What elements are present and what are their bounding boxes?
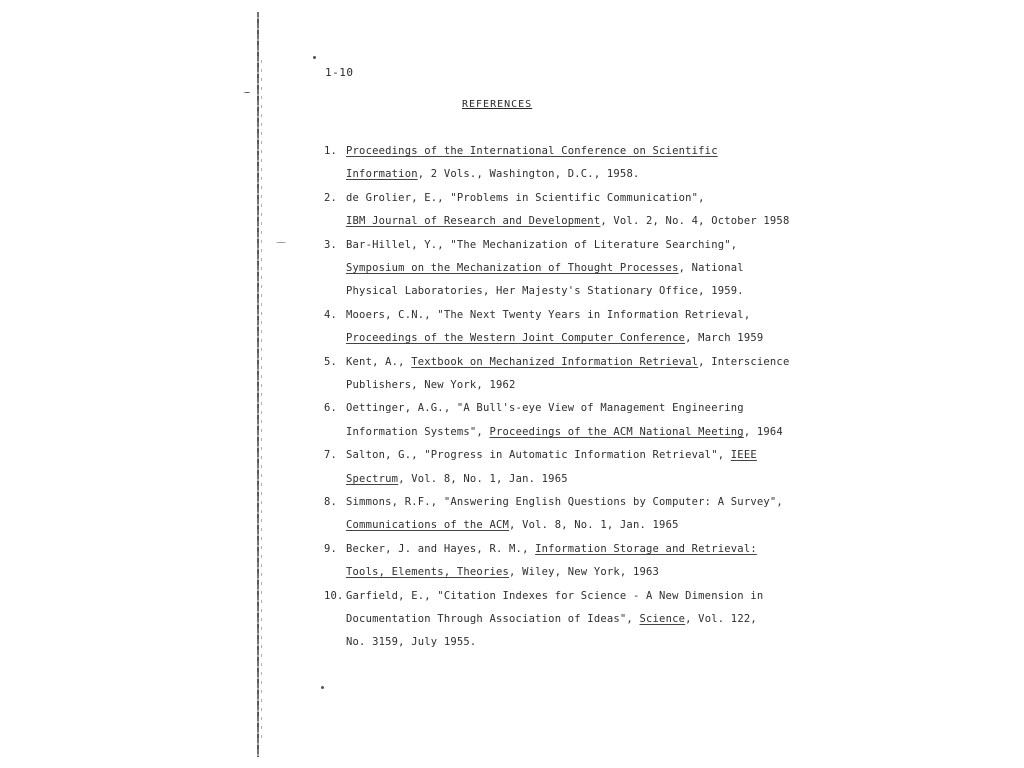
reference-text: , National	[678, 262, 744, 274]
reference-text: Salton, G., "Progress in Automatic Information Retrieval",	[346, 449, 731, 461]
reference-text: No. 3159, July 1955.	[346, 636, 477, 648]
page-heading: REFERENCES	[462, 99, 533, 110]
scan-speck	[313, 56, 316, 59]
reference-line	[324, 590, 763, 602]
reference-text: , Vol. 122,	[685, 613, 757, 625]
reference-title-underlined: Spectrum	[346, 473, 399, 485]
reference-number: 1.	[324, 145, 338, 157]
scan-speck	[321, 686, 324, 689]
reference-title-underlined: Communications of the ACM	[346, 519, 510, 531]
reference-title-underlined: Information Storage and Retrieval:	[535, 543, 757, 555]
reference-number: 6.	[324, 402, 338, 414]
reference-line	[346, 426, 783, 438]
reference-number: 3.	[324, 239, 338, 251]
reference-line	[346, 379, 516, 391]
reference-title-underlined: Information	[346, 168, 418, 180]
reference-number: 8.	[324, 496, 338, 508]
reference-text: , 1964	[743, 426, 783, 438]
reference-number: 4.	[324, 309, 338, 321]
reference-text: Physical Laboratories, Her Majesty's Stationary Office, 1959.	[346, 285, 744, 297]
reference-number: 10.	[324, 590, 344, 602]
reference-text: Documentation Through Association of Ideas",	[346, 613, 640, 625]
reference-text: , Vol. 8, No. 1, Jan. 1965	[398, 473, 568, 485]
reference-number: 5.	[324, 356, 338, 368]
reference-line	[324, 192, 705, 204]
reference-line	[324, 239, 737, 251]
reference-number: 2.	[324, 192, 338, 204]
reference-text: Mooers, C.N., "The Next Twenty Years in Information Retrieval,	[346, 309, 751, 321]
reference-line	[324, 356, 789, 368]
reference-line	[324, 145, 718, 157]
reference-line	[346, 519, 679, 531]
reference-line	[346, 332, 763, 344]
reference-text: Information Systems",	[346, 426, 490, 438]
reference-title-underlined: Tools, Elements, Theories	[346, 566, 510, 578]
reference-line	[346, 566, 659, 578]
reference-text: , Vol. 2, No. 4, October 1958	[600, 215, 790, 227]
reference-title-underlined: Textbook on Mechanized Information Retrieval	[411, 356, 699, 368]
reference-text: , March 1959	[685, 332, 764, 344]
reference-text: Simmons, R.F., "Answering English Questions by Computer: A Survey",	[346, 496, 783, 508]
reference-line	[346, 285, 744, 297]
reference-line	[346, 215, 789, 227]
reference-text: Oettinger, A.G., "A Bull's-eye View of Management Engineering	[346, 402, 744, 414]
reference-line	[324, 496, 783, 508]
reference-title-underlined: Symposium on the Mechanization of Thought Processes	[346, 262, 679, 274]
reference-line	[324, 402, 744, 414]
reference-line	[324, 309, 750, 321]
reference-text: Garfield, E., "Citation Indexes for Science - A New Dimension in	[346, 590, 764, 602]
reference-line	[346, 473, 568, 485]
reference-text: , 2 Vols., Washington, D.C., 1958.	[417, 168, 640, 180]
reference-title-underlined: Science	[639, 613, 686, 625]
reference-line	[346, 262, 744, 274]
reference-text: Kent, A.,	[346, 356, 412, 368]
reference-number: 7.	[324, 449, 338, 461]
reference-line	[346, 636, 476, 648]
binding-edge	[257, 12, 259, 757]
reference-text: de Grolier, E., "Problems in Scientific Communication",	[346, 192, 705, 204]
reference-text: Publishers, New York, 1962	[346, 379, 516, 391]
reference-title-underlined: Proceedings of the International Conference on Scientific	[346, 145, 718, 157]
reference-title-underlined: IEEE	[730, 449, 757, 461]
reference-number: 9.	[324, 543, 338, 555]
page-number: 1-10	[325, 66, 354, 79]
reference-text: , Interscience	[698, 356, 790, 368]
reference-title-underlined: IBM Journal of Research and Development	[346, 215, 601, 227]
scan-speck	[244, 92, 250, 93]
reference-text: , Vol. 8, No. 1, Jan. 1965	[509, 519, 679, 531]
reference-text: Becker, J. and Hayes, R. M.,	[346, 543, 536, 555]
reference-line	[346, 613, 757, 625]
reference-line	[324, 543, 757, 555]
reference-text: , Wiley, New York, 1963	[509, 566, 660, 578]
scan-speck	[276, 242, 286, 243]
reference-line	[324, 449, 757, 461]
reference-title-underlined: Proceedings of the Western Joint Computer Conference	[346, 332, 686, 344]
reference-text: Bar-Hillel, Y., "The Mechanization of Literature Searching",	[346, 239, 738, 251]
reference-line	[346, 168, 639, 180]
binding-edge-shadow	[261, 60, 262, 740]
reference-title-underlined: Proceedings of the ACM National Meeting	[489, 426, 744, 438]
